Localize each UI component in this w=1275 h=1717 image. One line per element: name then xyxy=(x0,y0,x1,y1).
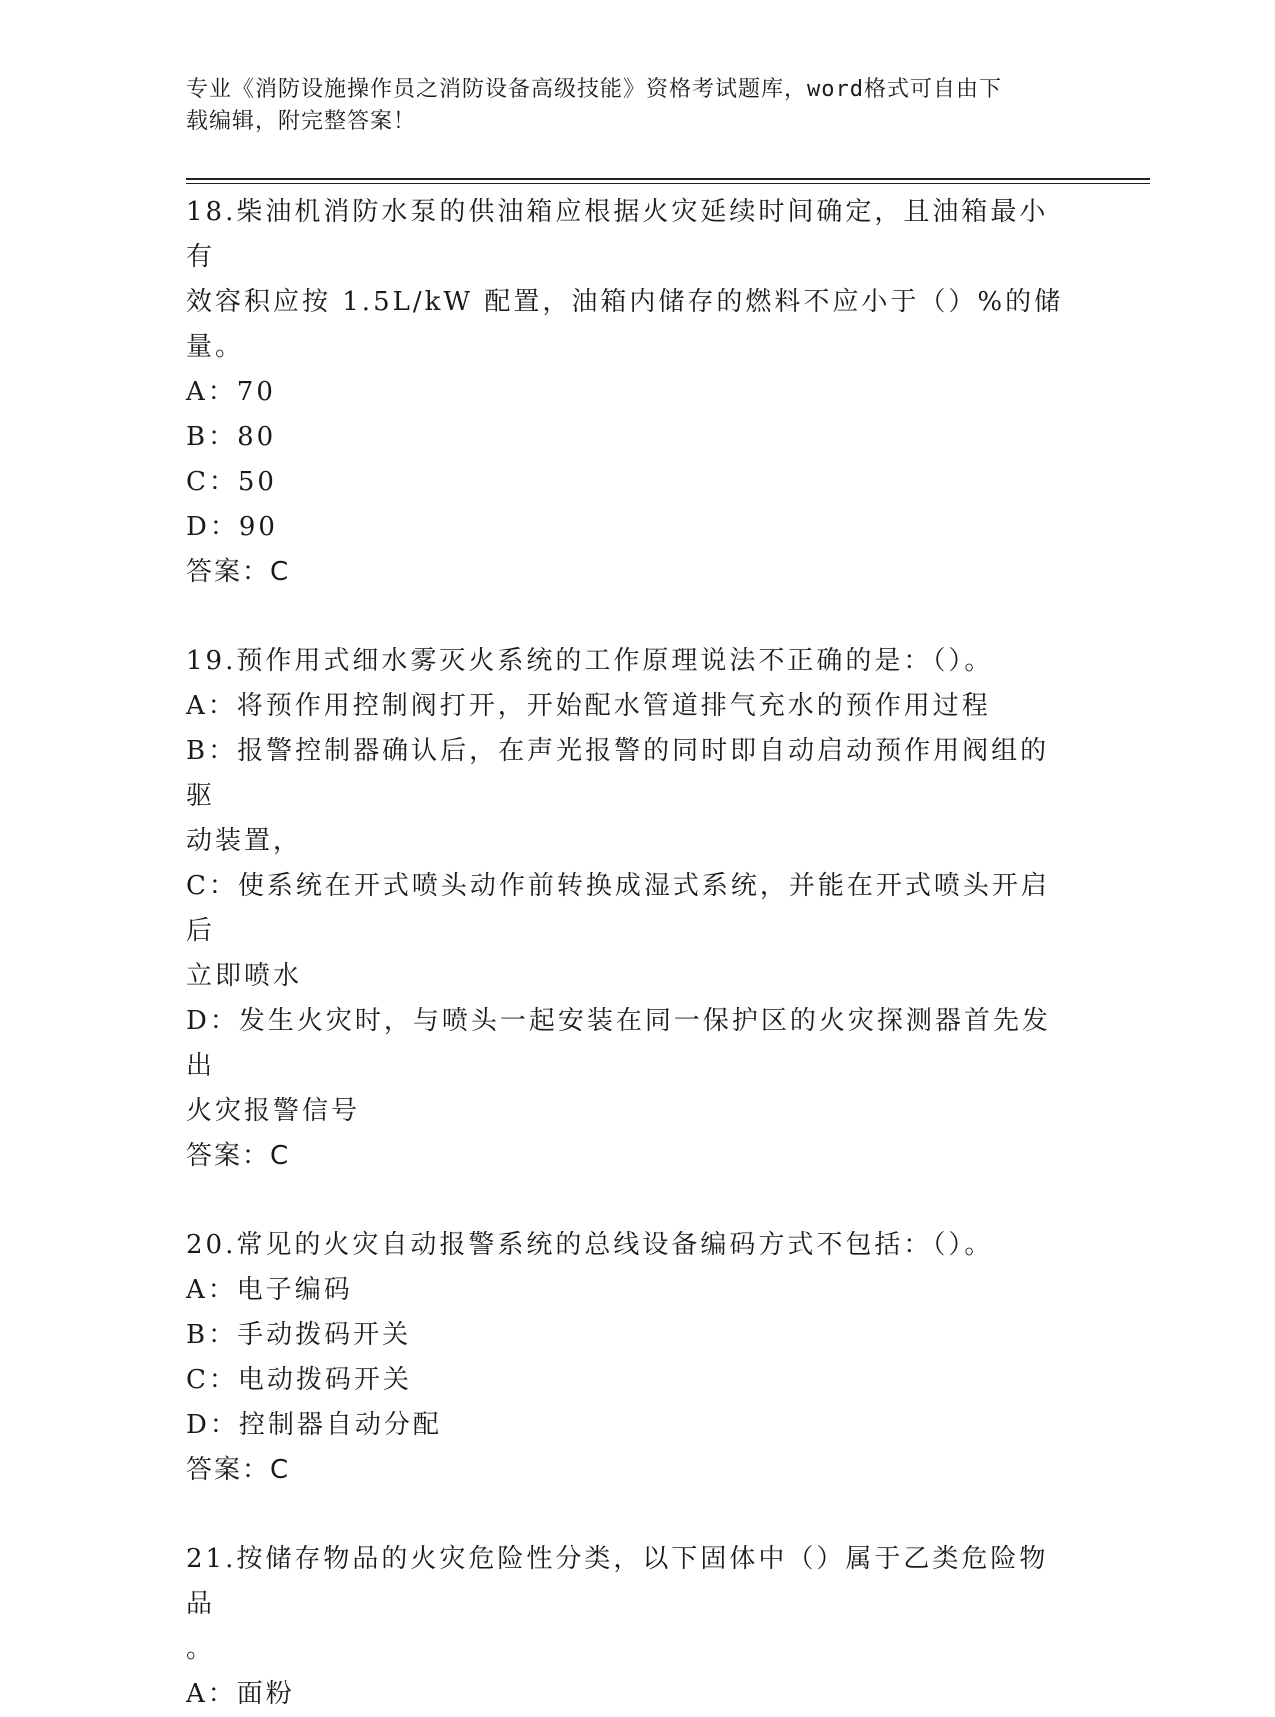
answer-option-line: B：报警控制器确认后，在声光报警的同时即自动启动预作用阀组的驱 xyxy=(186,736,1050,811)
answer-option-line: D：发生火灾时，与喷头一起安装在同一保护区的火灾探测器首先发出 xyxy=(186,1006,1051,1081)
question-stem-line: 。 xyxy=(186,1634,216,1664)
header-divider-thick xyxy=(186,178,1150,180)
question-block xyxy=(186,639,1076,1179)
question-spacer xyxy=(186,1493,1076,1537)
question-spacer xyxy=(186,1179,1076,1223)
question-spacer xyxy=(186,595,1076,639)
question-stem-line: 19.预作用式细水雾灭火系统的工作原理说法不正确的是：（）。 xyxy=(186,646,994,676)
answer-option-line: C：50 xyxy=(186,467,277,497)
answer-option-line: C：使系统在开式喷头动作前转换成湿式系统，并能在开式喷头开启后 xyxy=(186,871,1050,946)
header-divider-thin xyxy=(186,183,1150,184)
answer-option-line: A：面粉 xyxy=(186,1679,295,1709)
document-header xyxy=(186,74,1066,138)
question-stem-line: 效容积应按 1.5L/kW 配置，油箱内储存的燃料不应小于（）%的储量。 xyxy=(186,287,1064,362)
answer-option-line: 火灾报警信号 xyxy=(186,1096,361,1126)
question-stem-line: 18.柴油机消防水泵的供油箱应根据火灾延续时间确定，且油箱最小有 xyxy=(186,197,1049,272)
answer-option-line: 立即喷水 xyxy=(186,961,303,991)
answer-option-line: A：70 xyxy=(186,377,276,407)
question-stem-line: 21.按储存物品的火灾危险性分类，以下固体中（）属于乙类危险物品 xyxy=(186,1544,1049,1619)
answer-option-line: C：电动拨码开关 xyxy=(186,1365,412,1395)
answer-option-line: A：电子编码 xyxy=(186,1275,353,1305)
correct-answer: 答案：C xyxy=(186,557,291,587)
answer-option-line: B：80 xyxy=(186,422,277,452)
question-block xyxy=(186,1223,1076,1493)
answer-option-line: B：手动拨码开关 xyxy=(186,1320,412,1350)
answer-option-line: A：将预作用控制阀打开，开始配水管道排气充水的预作用过程 xyxy=(186,691,991,721)
correct-answer: 答案：C xyxy=(186,1141,291,1171)
answer-option-line: D：90 xyxy=(186,512,278,542)
correct-answer: 答案：C xyxy=(186,1455,291,1485)
answer-option-line: D：控制器自动分配 xyxy=(186,1410,442,1440)
header-line-1: 专业《消防设施操作员之消防设备高级技能》资格考试题库，word格式可自由下 xyxy=(186,77,1002,102)
question-block xyxy=(186,1537,1076,1717)
header-line-2: 载编辑，附完整答案！ xyxy=(186,109,417,134)
question-list xyxy=(186,190,1076,1717)
question-block xyxy=(186,190,1076,595)
question-stem-line: 20.常见的火灾自动报警系统的总线设备编码方式不包括：（）。 xyxy=(186,1230,994,1260)
answer-option-line: 动装置， xyxy=(186,826,303,856)
